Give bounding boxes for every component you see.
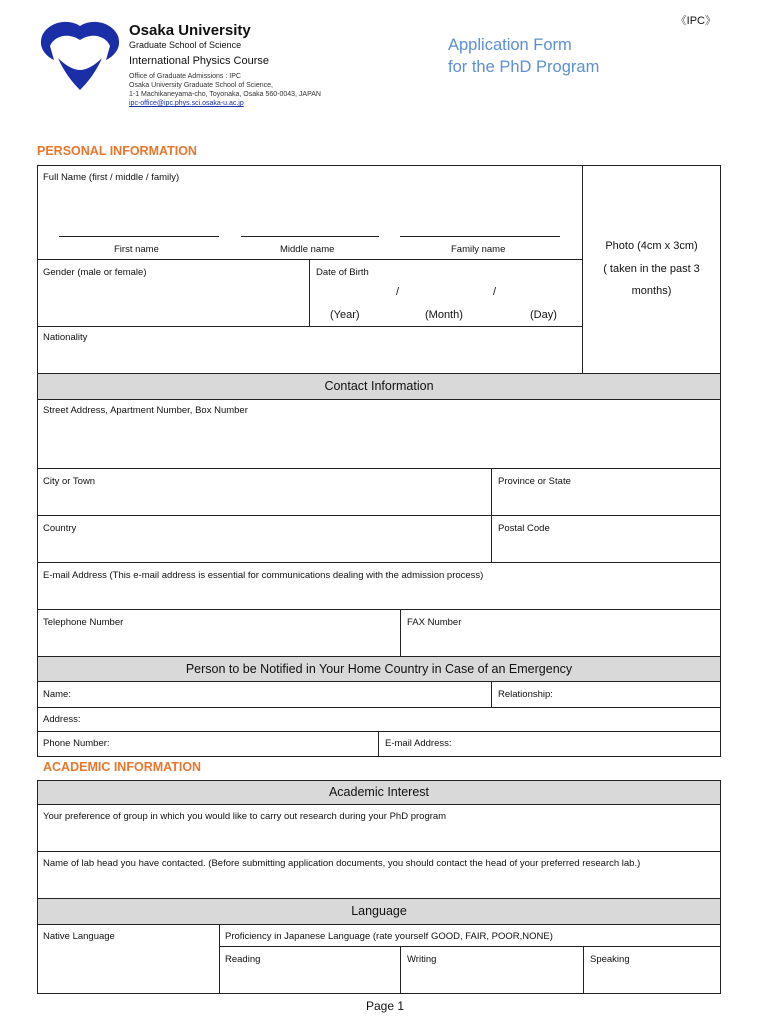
- email-label: E-mail Address (This e-mail address is essential for communications dealing with the admission process): [43, 570, 484, 581]
- family-name-field[interactable]: [400, 236, 560, 237]
- emergency-phone-field[interactable]: [120, 733, 377, 754]
- reading-label: Reading: [225, 954, 261, 965]
- dob-day-label: (Day): [530, 309, 557, 321]
- photo-label-line2: ( taken in the past 3: [603, 263, 700, 275]
- form-title-line1: Application Form: [448, 36, 572, 54]
- japanese-proficiency-label: Proficiency in Japanese Language (rate yourself GOOD, FAIR, POOR,NONE): [225, 931, 553, 942]
- postal-code-label: Postal Code: [498, 523, 550, 534]
- first-name-field[interactable]: [59, 236, 219, 237]
- country-field[interactable]: [38, 536, 490, 561]
- ipc-code: 《IPC》: [675, 15, 716, 27]
- first-name-label: First name: [114, 244, 159, 255]
- middle-name-field[interactable]: [241, 236, 379, 237]
- research-preference-field[interactable]: [38, 824, 720, 850]
- speaking-label: Speaking: [590, 954, 630, 965]
- university-name: Osaka University: [129, 22, 251, 39]
- emergency-phone-label: Phone Number:: [43, 738, 110, 749]
- page-number: Page 1: [365, 999, 405, 1013]
- telephone-field[interactable]: [38, 630, 399, 656]
- fax-label: FAX Number: [407, 617, 462, 628]
- emergency-header: Person to be Notified in Your Home Country in Case of an Emergency: [185, 662, 573, 676]
- dob-slash-2: /: [493, 286, 497, 298]
- emergency-email-label: E-mail Address:: [385, 738, 452, 749]
- research-preference-label: Your preference of group in which you would like to carry out research during your PhD program: [43, 811, 447, 822]
- course-name: International Physics Course: [129, 55, 270, 67]
- city-field[interactable]: [38, 489, 490, 515]
- full-name-label: Full Name (first / middle / family): [43, 172, 180, 183]
- language-header: Language: [351, 904, 407, 918]
- family-name-label: Family name: [451, 244, 506, 255]
- speaking-field[interactable]: [584, 966, 719, 992]
- emergency-name-label: Name:: [43, 689, 71, 700]
- fax-field[interactable]: [401, 630, 720, 656]
- dob-year-label: (Year): [330, 309, 360, 321]
- office-name: Office of Graduate Admissions : IPC: [129, 73, 241, 80]
- emergency-relationship-field[interactable]: [562, 683, 719, 705]
- office-street-address: 1-1 Machikaneyama-cho, Toyonaka, Osaka 560-0043, JAPAN: [129, 91, 321, 98]
- school-name: Graduate School of Science: [129, 40, 242, 50]
- contact-header: Contact Information: [324, 379, 434, 393]
- postal-code-field[interactable]: [492, 536, 720, 561]
- writing-field[interactable]: [401, 966, 582, 992]
- middle-name-label: Middle name: [280, 244, 335, 255]
- city-label: City or Town: [43, 476, 96, 487]
- osaka-university-logo: [38, 20, 122, 92]
- province-label: Province or State: [498, 476, 571, 487]
- lab-head-label: Name of lab head you have contacted. (Before submitting application documents, you should contact the head of your preferred research lab.): [43, 858, 641, 869]
- form-title-line2: for the PhD Program: [448, 58, 600, 76]
- photo-label-line1: Photo (4cm x 3cm): [605, 240, 698, 252]
- emergency-address-field[interactable]: [90, 709, 719, 730]
- street-address-field[interactable]: [38, 418, 720, 466]
- emergency-name-field[interactable]: [80, 683, 490, 705]
- emergency-relationship-label: Relationship:: [498, 689, 553, 700]
- lab-head-field[interactable]: [38, 871, 720, 897]
- province-field[interactable]: [492, 489, 720, 515]
- email-field[interactable]: [38, 583, 720, 608]
- emergency-address-label: Address:: [43, 714, 81, 725]
- reading-field[interactable]: [220, 966, 399, 992]
- gender-label: Gender (male or female): [43, 267, 147, 278]
- personal-info-title: PERSONAL INFORMATION: [37, 144, 197, 158]
- academic-info-title: ACADEMIC INFORMATION: [43, 760, 202, 774]
- nationality-label: Nationality: [43, 332, 88, 343]
- street-address-label: Street Address, Apartment Number, Box Number: [43, 405, 248, 416]
- native-language-label: Native Language: [43, 931, 115, 942]
- writing-label: Writing: [407, 954, 437, 965]
- telephone-label: Telephone Number: [43, 617, 124, 628]
- dob-month-label: (Month): [425, 309, 463, 321]
- photo-label-line3: months): [631, 285, 672, 297]
- dob-label: Date of Birth: [316, 267, 369, 278]
- academic-interest-header: Academic Interest: [328, 785, 430, 799]
- gender-field[interactable]: [38, 280, 308, 324]
- native-language-field[interactable]: [38, 944, 218, 992]
- dob-slash-1: /: [396, 286, 400, 298]
- country-label: Country: [43, 523, 77, 534]
- emergency-email-field[interactable]: [462, 733, 719, 754]
- office-address-line: Osaka University Graduate School of Science,: [129, 82, 273, 89]
- office-email-link[interactable]: ipc-office@ipc.phys.sci.osaka-u.ac.jp: [129, 100, 244, 107]
- nationality-field[interactable]: [38, 345, 581, 372]
